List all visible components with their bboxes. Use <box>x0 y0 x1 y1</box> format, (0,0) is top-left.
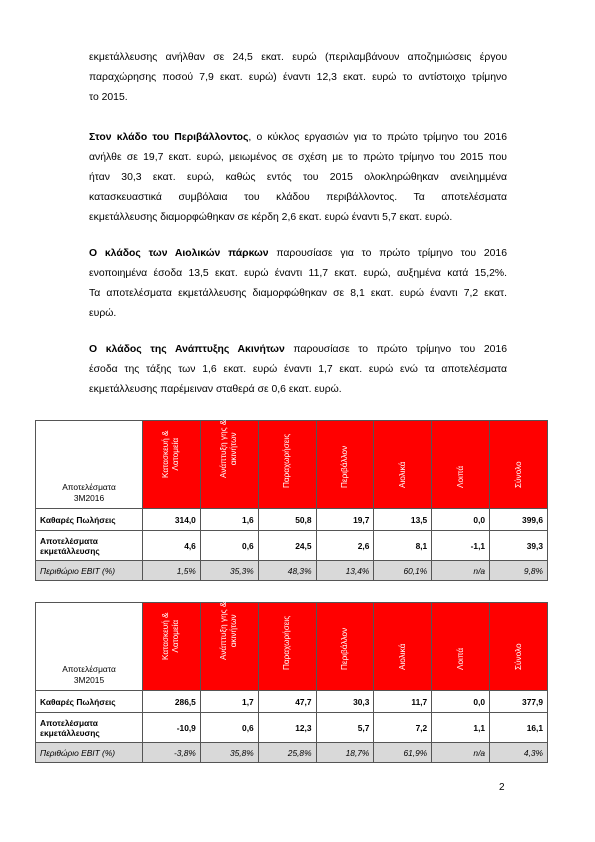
text-line <box>89 244 507 264</box>
table-cell: 25,8% <box>258 743 316 763</box>
column-header <box>143 603 201 691</box>
text-line <box>89 128 507 148</box>
page-number: 2 <box>499 782 505 793</box>
table-cell: 314,0 <box>143 509 201 531</box>
column-header-text: Κατασκευή & Λατομεία <box>161 612 181 660</box>
table-cell: 399,6 <box>490 509 548 531</box>
table-cell: 9,8% <box>490 561 548 581</box>
column-header-text: Παραχωρήσεις <box>282 615 292 670</box>
corner-label: Αποτελέσματα <box>62 664 116 674</box>
table-cell: 13,4% <box>316 561 374 581</box>
column-header <box>258 421 316 509</box>
table-cell: 7,2 <box>374 713 432 743</box>
corner-period: 3M2015 <box>73 675 105 685</box>
column-header-text: Περιβάλλον <box>339 627 349 670</box>
table-cell: 18,7% <box>316 743 374 763</box>
text-line <box>89 340 507 360</box>
results-table-3m2015 <box>35 602 548 763</box>
table-cell: -1,1 <box>432 531 490 561</box>
row-label-line: εκμετάλλευσης <box>40 545 100 556</box>
column-header <box>143 421 201 509</box>
bold-lead: Ο κλάδος των Αιολικών πάρκων <box>89 248 269 259</box>
paragraph-wind-parks <box>89 244 507 324</box>
table-cell: 0,0 <box>432 509 490 531</box>
column-header <box>258 603 316 691</box>
column-header-text: Αιολικά <box>397 461 407 488</box>
column-header <box>316 421 374 509</box>
text-line: ενοποιημένα έσοδα 13,5 εκατ. ευρώ έναντι 11,7 εκατ. ευρώ, αυξημένα κατά 15,2%. <box>89 268 507 279</box>
text-line: παραχώρησης ποσού 7,9 εκατ. ευρώ) έναντι 12,3 εκατ. ευρώ το αντίστοιχο τρίμηνο <box>89 72 507 83</box>
table-row-ebit-margin <box>36 561 548 581</box>
table-cell: 0,6 <box>200 531 258 561</box>
text-line: κατασκευαστικά συμβόλαια του κλάδου περιβάλλοντος. Τα αποτελέσματα <box>89 192 507 203</box>
column-header-text: Κατασκευή & Λατομεία <box>161 430 181 478</box>
paragraph-1 <box>89 48 507 108</box>
column-header-text: Λοιπά <box>455 465 465 488</box>
table-cell: 19,7 <box>316 509 374 531</box>
table-cell: 13,5 <box>374 509 432 531</box>
column-header-text: Περιβάλλον <box>339 445 349 488</box>
row-label: Καθαρές Πωλήσεις <box>36 691 143 713</box>
table-cell: 16,1 <box>490 713 548 743</box>
text-line: εκμετάλλευσης διαμορφώθηκαν σε κέρδη 2,6 εκατ. ευρώ έναντι 5,7 εκατ. ευρώ. <box>89 212 453 223</box>
column-header-text: Σύνολο <box>513 643 523 670</box>
text-line: ήταν 30,3 εκατ. ευρώ, καθώς εντός του 2015 ολοκληρώθηκαν ανειλημμένα <box>89 172 507 183</box>
table-cell: 2,6 <box>316 531 374 561</box>
text-run: παρουσίασε για το πρώτο τρίμηνο του 2016 <box>268 248 507 259</box>
column-header <box>316 603 374 691</box>
table-cell: 1,5% <box>143 561 201 581</box>
column-header-text: Ανάπτυξη γης & ακινήτων <box>219 419 239 478</box>
corner-period: 3M2016 <box>73 493 105 503</box>
table-cell: 1,7 <box>200 691 258 713</box>
column-header <box>490 421 548 509</box>
table-cell: 39,3 <box>490 531 548 561</box>
table-cell: 0,6 <box>200 713 258 743</box>
column-header-text: Παραχωρήσεις <box>282 433 292 488</box>
row-label: Καθαρές Πωλήσεις <box>36 509 143 531</box>
table-cell: 61,9% <box>374 743 432 763</box>
column-header-text: Αιολικά <box>397 643 407 670</box>
text-line: εκμετάλλευσης παρέμειναν σταθερά σε 0,6 εκατ. ευρώ. <box>89 384 342 395</box>
column-header <box>200 603 258 691</box>
table-cell: 35,8% <box>200 743 258 763</box>
table-cell: 4,3% <box>490 743 548 763</box>
table-cell: 1,1 <box>432 713 490 743</box>
row-label <box>36 713 143 743</box>
corner-label: Αποτελέσματα <box>62 482 116 492</box>
column-header <box>374 603 432 691</box>
table-cell: -10,9 <box>143 713 201 743</box>
column-header-text: Σύνολο <box>513 461 523 488</box>
table-row-operating-results <box>36 531 548 561</box>
table-cell: 8,1 <box>374 531 432 561</box>
column-header-text: Λοιπά <box>455 647 465 670</box>
table-corner-cell <box>36 421 143 509</box>
row-label: Περιθώριο EBIT (%) <box>36 561 143 581</box>
table-cell: 48,3% <box>258 561 316 581</box>
paragraph-environment <box>89 128 507 228</box>
table-cell: 30,3 <box>316 691 374 713</box>
table-cell: n/a <box>432 743 490 763</box>
table-corner-cell <box>36 603 143 691</box>
table-cell: 4,6 <box>143 531 201 561</box>
table-row-operating-results <box>36 713 548 743</box>
bold-lead: Στον κλάδο του Περιβάλλοντος <box>89 132 249 143</box>
paragraph-real-estate <box>89 340 507 400</box>
table-cell: 11,7 <box>374 691 432 713</box>
table-cell: 286,5 <box>143 691 201 713</box>
table-row-net-sales <box>36 691 548 713</box>
table-cell: 1,6 <box>200 509 258 531</box>
column-header <box>432 421 490 509</box>
table-header-row <box>36 603 548 691</box>
text-line: ευρώ. <box>89 308 117 319</box>
table-cell: 35,3% <box>200 561 258 581</box>
bold-lead: Ο κλάδος της Ανάπτυξης Ακινήτων <box>89 344 285 355</box>
column-header <box>432 603 490 691</box>
row-label-line: Αποτελέσματα <box>40 717 98 728</box>
text-line: έσοδα της τάξης των 1,6 εκατ. ευρώ έναντι 1,7 εκατ. ευρώ ενώ τα αποτελέσματα <box>89 364 507 375</box>
table-cell: 60,1% <box>374 561 432 581</box>
table-row-net-sales <box>36 509 548 531</box>
table-cell: 47,7 <box>258 691 316 713</box>
table-cell: -3,8% <box>143 743 201 763</box>
text-run: παρουσίασε το πρώτο τρίμηνο του 2016 <box>284 344 507 355</box>
table-cell: 12,3 <box>258 713 316 743</box>
text-line: εκμετάλλευσης ανήλθαν σε 24,5 εκατ. ευρώ (περιλαμβάνουν αποζημιώσεις έργου <box>89 52 507 63</box>
row-label: Περιθώριο EBIT (%) <box>36 743 143 763</box>
text-line: Τα αποτελέσματα εκμετάλλευσης διαμορφώθηκαν σε 8,1 εκατ. ευρώ έναντι 7,2 εκατ. <box>89 288 507 299</box>
table-cell: 24,5 <box>258 531 316 561</box>
text-line: ανήλθε σε 19,7 εκατ. ευρώ, μειωμένος σε σχέση με το πρώτο τρίμηνο του 2015 που <box>89 152 507 163</box>
table-header-row <box>36 421 548 509</box>
text-line: το 2015. <box>89 92 128 103</box>
table-cell: 377,9 <box>490 691 548 713</box>
row-label-line: εκμετάλλευσης <box>40 727 100 738</box>
column-header-text: Ανάπτυξη γης & ακινήτων <box>219 601 239 660</box>
results-table-3m2016 <box>35 420 548 581</box>
table-cell: n/a <box>432 561 490 581</box>
column-header <box>200 421 258 509</box>
row-label <box>36 531 143 561</box>
table-cell: 5,7 <box>316 713 374 743</box>
table-cell: 50,8 <box>258 509 316 531</box>
table-row-ebit-margin <box>36 743 548 763</box>
row-label-line: Αποτελέσματα <box>40 535 98 546</box>
column-header <box>490 603 548 691</box>
table-cell: 0,0 <box>432 691 490 713</box>
column-header <box>374 421 432 509</box>
text-run: , ο κύκλος εργασιών για το πρώτο τρίμηνο του 2016 <box>248 132 507 143</box>
